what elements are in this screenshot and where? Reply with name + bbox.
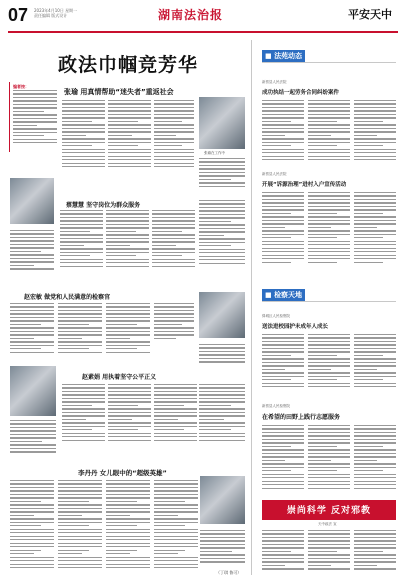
r4-title: 在希望的田野上践行志愿服务 [262,414,341,421]
r3-body-col1 [262,334,304,392]
story4-photo [10,366,56,416]
bottom-banner-sub: 天中政法 宣 [318,522,337,526]
r3-subtitle: 驿城区人民检察院 [262,314,290,318]
section-header-court-label: 法苑动态 [274,52,303,60]
story2-photo [10,178,54,224]
story3-photo [199,292,245,338]
story3-body-col1 [10,303,54,355]
story1-photo [199,97,245,149]
story5-body-col4 [154,480,198,572]
story1-body-col4 [199,158,245,192]
r1-subtitle: 新蔡县人民法院 [262,80,287,84]
story3-body-col2 [58,303,102,355]
story1-body-col1 [62,100,105,170]
story2-body-col2 [106,210,149,270]
story4-body-col4 [199,384,245,444]
section-header-court [262,50,305,62]
r3-body-col2 [308,334,350,392]
story5-title: 李丹丹 女儿眼中的“超级英雄” [78,469,167,477]
story2-body-left [10,230,54,274]
section-rule-2 [262,301,396,302]
story1-photo-caption: 张瑜在工作中 [204,151,225,155]
issue-date: 2023年4月10日 星期一 [34,8,78,13]
r1-body-col1 [262,100,304,162]
section-header-procuratorate [262,289,305,301]
bottom-banner-title: 崇尚科学 反对邪教 [286,506,372,516]
r2-subtitle: 新蔡县人民法院 [262,172,287,176]
page-number: 07 [8,5,29,25]
editor-note [9,82,58,152]
story5-body-col5 [200,530,245,566]
r3-title: 送法进校园护未成年人成长 [262,324,329,330]
story3-title: 赵宏敏 做党和人民满意的检察官 [24,294,111,301]
r4-body-col2 [308,425,350,493]
issue-editors: 责任编辑 版式设计 [34,13,68,18]
banner-body-col1 [262,530,304,574]
section-rule-1 [262,62,396,63]
story1-body-col2 [108,100,151,170]
story5-byline: （丁琪 鲁可） [216,570,242,575]
story3-body-col3 [106,303,150,355]
r4-subtitle: 新蔡县人民检察院 [262,404,290,408]
r2-title: 开展“诉源治理”进村入户宣传活动 [262,182,347,188]
story5-body-col2 [58,480,102,572]
story3-body-col5 [199,344,245,366]
story2-title: 蔡慧慧 坚守岗位为群众服务 [66,202,141,209]
story2-body-col4 [199,200,245,270]
issue-info [34,8,77,18]
story5-body-col1 [10,480,54,572]
story1-body-col3 [154,100,194,170]
story2-body-col1 [60,210,103,270]
column-divider [251,40,252,575]
square-icon: ■ [265,52,275,60]
story4-body-left [10,420,56,456]
r2-body-col3 [354,192,396,266]
story3-body-col4 [154,303,194,343]
r1-body-col3 [354,100,396,162]
banner-body-col2 [308,530,350,574]
section-title: 平安天中 [348,8,392,21]
story4-body-col3 [154,384,197,444]
r4-body-col3 [354,425,396,493]
r1-body-col2 [308,100,350,162]
story4-title: 赵素娟 用执着坚守公平正义 [82,374,157,381]
section-header-procuratorate-label: 检察天地 [274,291,303,299]
story5-body-col3 [106,480,150,572]
bottom-banner [262,500,396,520]
editor-note-label: 编者按： [13,84,29,89]
story1-title: 张瑜 用真情帮助“迷失者”重返社会 [64,88,174,96]
masthead-logo: 湖南法治报 [158,8,224,22]
header-rule [8,31,398,33]
story4-body-col1 [62,384,105,444]
banner-body-col3 [354,530,396,574]
story4-body-col2 [108,384,151,444]
r2-body-col2 [308,192,350,266]
lead-title: 政法巾帼竞芳华 [58,54,199,76]
story5-photo [200,476,245,524]
square-icon: ■ [265,291,275,299]
r2-body-col1 [262,192,304,266]
story2-body-col3 [152,210,195,270]
r4-body-col1 [262,425,304,493]
r1-title: 成功执结一起劳务合同纠纷案件 [262,90,340,96]
r3-body-col3 [354,334,396,392]
page-header [0,0,402,34]
